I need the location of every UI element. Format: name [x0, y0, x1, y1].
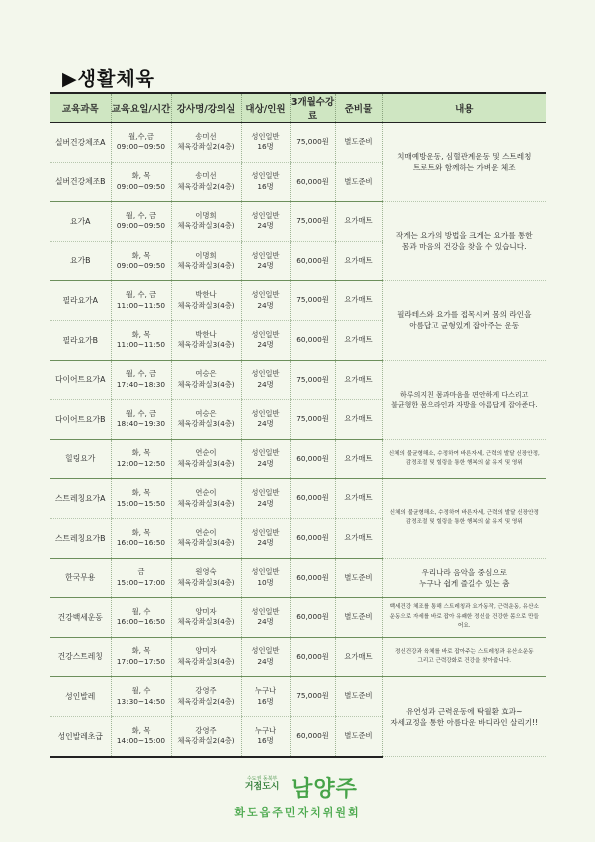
- teacher-cell: [171, 162, 241, 202]
- course-name: 실버건강체조B: [54, 177, 106, 187]
- footer-logo: [0, 772, 595, 822]
- target-group: 성인일반: [251, 448, 280, 458]
- schedule-cell: [111, 677, 171, 717]
- class-days: 화, 목: [131, 448, 151, 458]
- prep-cell: [335, 281, 382, 321]
- target-cell: [241, 400, 290, 440]
- room-name: 체육강좌실3(4층): [177, 340, 235, 350]
- capacity: 24명: [257, 419, 274, 429]
- teacher-cell: [171, 241, 241, 281]
- prep-item: 요가매트: [344, 216, 373, 226]
- header-target: 대상/인원: [241, 93, 290, 123]
- fee-cell: [290, 479, 335, 519]
- header-fee: 3개월수강료: [290, 93, 335, 123]
- target-cell: [241, 558, 290, 598]
- class-time: 11:00~11:50: [116, 300, 166, 310]
- description-line: 하루의지친 몸과마음을 편안하게 다스리고: [400, 390, 529, 399]
- header-schedule: 교육요일/시간: [111, 93, 171, 123]
- target-group: 성인일반: [251, 210, 280, 220]
- target-group: 성인일반: [251, 488, 280, 498]
- capacity: 24명: [257, 617, 274, 627]
- schedule-table: [50, 92, 546, 758]
- fee-cell: [290, 241, 335, 281]
- class-days: 화, 목: [131, 725, 151, 735]
- room-name: 체육강좌실3(4층): [177, 459, 235, 469]
- header-row: [50, 93, 546, 123]
- class-time: 11:00~11:50: [116, 340, 166, 350]
- room-name: 체육강좌실3(4층): [177, 617, 235, 627]
- teacher-name: 강영주: [195, 686, 217, 696]
- description-line: 자세교정을 통한 아름다운 바디라인 살리기!!: [390, 717, 539, 727]
- teacher-cell: [171, 677, 241, 717]
- course-name: 성인발레초급: [57, 731, 103, 741]
- course-cell: [50, 281, 111, 321]
- prep-cell: [335, 518, 382, 558]
- description-cell: [382, 479, 546, 558]
- schedule-cell: [111, 241, 171, 281]
- description-line: 아름답고 균형있게 잡아주는 운동: [409, 321, 520, 331]
- description-cell: [382, 558, 546, 598]
- room-name: 체육강좌실3(4층): [177, 657, 235, 667]
- teacher-name: 강영주: [195, 725, 217, 735]
- fee-cell: [290, 123, 335, 163]
- course-cell: [50, 637, 111, 677]
- description-line: 그리고 근력강화로 건강을 찾아줍니다.: [417, 658, 512, 665]
- teacher-cell: [171, 281, 241, 321]
- class-days: 화, 목: [131, 171, 151, 181]
- description-cell: [382, 677, 546, 757]
- teacher-name: 연순이: [195, 448, 217, 458]
- description-line: 신체의 불균형해소, 수정하여 바른자세, 근력의 발달 신장안정,: [388, 450, 540, 457]
- description-line: 몸과 마음의 건강을 찾을 수 있습니다.: [401, 242, 527, 252]
- teacher-cell: [171, 400, 241, 440]
- capacity: 16명: [257, 696, 274, 706]
- fee-cell: [290, 637, 335, 677]
- fee-value: 60,000원: [296, 176, 329, 186]
- class-time: 18:40~19:30: [116, 419, 166, 429]
- course-name: 다이어트요가A: [54, 375, 106, 385]
- prep-cell: [335, 439, 382, 479]
- schedule-cell: [111, 518, 171, 558]
- prep-cell: [335, 400, 382, 440]
- description-line: 누구나 쉽게 즐길수 있는 춤: [419, 578, 510, 588]
- table-row: [50, 479, 546, 519]
- target-cell: [241, 320, 290, 360]
- room-name: 체육강좌실2(4층): [177, 736, 235, 746]
- description-line: 우리나라 음악을 중심으로: [421, 567, 508, 577]
- description-line: 백세건강 체조를 통해 스트레칭과 요가동작, 근력운동, 유산소: [389, 604, 539, 611]
- capacity: 10명: [257, 577, 274, 587]
- target-cell: [241, 123, 290, 163]
- room-name: 체육강좌실3(4층): [177, 577, 235, 587]
- course-name: 요가A: [70, 216, 91, 226]
- target-group: 성인일반: [251, 527, 280, 537]
- course-cell: [50, 479, 111, 519]
- target-cell: [241, 677, 290, 717]
- room-name: 체육강좌실2(4층): [177, 181, 235, 191]
- schedule-cell: [111, 637, 171, 677]
- teacher-cell: [171, 320, 241, 360]
- fee-cell: [290, 518, 335, 558]
- class-days: 월,수,금: [128, 131, 154, 141]
- fee-value: 75,000원: [296, 137, 329, 146]
- course-cell: [50, 202, 111, 242]
- target-cell: [241, 518, 290, 558]
- schedule-cell: [111, 123, 171, 163]
- description-line: 작게는 요가의 방법을 크게는 요가를 통한: [395, 231, 533, 241]
- fee-value: 60,000원: [296, 651, 329, 661]
- room-name: 체육강좌실3(4층): [177, 300, 235, 310]
- room-name: 체육강좌실3(4층): [177, 261, 235, 271]
- target-group: 성인일반: [251, 408, 280, 418]
- teacher-name: 송미선: [195, 171, 217, 181]
- fee-value: 60,000원: [296, 493, 329, 503]
- target-cell: [241, 281, 290, 321]
- fee-value: 75,000원: [296, 691, 329, 701]
- description-line: 운동으로 자세를 바로 잡아 유쾌한 정신을 건강한 몸으로 만들어요.: [389, 613, 539, 630]
- class-days: 화, 목: [131, 646, 151, 656]
- logo-tagline2: 거점도시: [244, 781, 280, 792]
- prep-item: 별도준비: [344, 572, 373, 582]
- teacher-cell: [171, 637, 241, 677]
- course-name: 실버건강체조A: [54, 137, 106, 147]
- class-time: 16:00~16:50: [116, 617, 166, 627]
- teacher-cell: [171, 360, 241, 400]
- fee-value: 75,000원: [296, 414, 329, 424]
- class-time: 09:00~09:50: [116, 261, 166, 271]
- table-row: [50, 637, 546, 677]
- course-cell: [50, 162, 111, 202]
- teacher-cell: [171, 439, 241, 479]
- teacher-name: 원영숙: [195, 567, 217, 577]
- prep-item: 별도준비: [344, 691, 373, 701]
- fee-value: 60,000원: [296, 453, 329, 463]
- target-group: 누구나: [254, 686, 277, 696]
- prep-item: 별도준비: [344, 176, 373, 186]
- schedule-cell: [111, 202, 171, 242]
- schedule-cell: [111, 360, 171, 400]
- schedule-cell: [111, 479, 171, 519]
- class-time: 17:40~18:30: [116, 379, 166, 389]
- target-group: 성인일반: [251, 131, 280, 141]
- capacity: 16명: [257, 181, 274, 191]
- capacity: 24명: [257, 340, 274, 350]
- course-cell: [50, 716, 111, 756]
- course-name: 스트레칭요가B: [54, 533, 106, 543]
- description-line: 정신건강과 육체를 바로 잡아주는 스트레칭과 유산소운동: [394, 648, 534, 655]
- class-days: 화, 목: [131, 527, 151, 537]
- teacher-name: 박한나: [195, 290, 217, 300]
- prep-item: 요가매트: [344, 493, 373, 503]
- capacity: 24명: [257, 459, 274, 469]
- class-time: 16:00~16:50: [116, 538, 166, 548]
- teacher-name: 여승은: [195, 408, 217, 418]
- course-cell: [50, 360, 111, 400]
- description-cell: [382, 202, 546, 281]
- target-group: 성인일반: [251, 606, 280, 616]
- prep-cell: [335, 479, 382, 519]
- table-row: [50, 281, 546, 321]
- prep-item: 요가매트: [344, 532, 373, 542]
- room-name: 체육강좌실3(4층): [177, 498, 235, 508]
- prep-cell: [335, 677, 382, 717]
- course-name: 다이어트요가B: [54, 414, 106, 424]
- section-title: ▶생활체육: [62, 68, 156, 90]
- description-line: 치매예방운동, 심혈관계운동 및 스트레칭: [397, 152, 532, 162]
- table-row: [50, 598, 546, 638]
- fee-value: 60,000원: [296, 572, 329, 582]
- schedule-cell: [111, 320, 171, 360]
- schedule-cell: [111, 162, 171, 202]
- schedule-cell: [111, 400, 171, 440]
- course-name: 건강백세운동: [57, 612, 103, 622]
- course-cell: [50, 400, 111, 440]
- target-cell: [241, 598, 290, 638]
- fee-cell: [290, 716, 335, 756]
- fee-value: 60,000원: [296, 612, 329, 622]
- teacher-name: 박한나: [195, 329, 217, 339]
- teacher-cell: [171, 518, 241, 558]
- target-group: 성인일반: [251, 250, 280, 260]
- fee-value: 75,000원: [296, 216, 329, 226]
- description-cell: [382, 360, 546, 439]
- target-group: 성인일반: [251, 329, 280, 339]
- committee-name: 화도읍주민자치위원회: [234, 806, 361, 819]
- course-name: 필라요가A: [62, 296, 98, 306]
- course-cell: [50, 558, 111, 598]
- capacity: 16명: [257, 142, 274, 152]
- class-time: 12:00~12:50: [116, 459, 166, 469]
- prep-item: 요가매트: [344, 414, 373, 424]
- prep-item: 요가매트: [344, 453, 373, 463]
- capacity: 24명: [257, 657, 274, 667]
- teacher-name: 이명희: [195, 210, 217, 220]
- class-time: 15:00~17:00: [116, 577, 166, 587]
- class-days: 화, 목: [131, 250, 151, 260]
- fee-cell: [290, 400, 335, 440]
- target-cell: [241, 241, 290, 281]
- description-cell: [382, 281, 546, 360]
- fee-value: 75,000원: [296, 295, 329, 305]
- schedule-cell: [111, 598, 171, 638]
- room-name: 체육강좌실3(4층): [177, 221, 235, 231]
- description-line: 트로트와 함께하는 가벼운 체조: [412, 163, 516, 173]
- prep-item: 별도준비: [344, 137, 373, 146]
- fee-value: 75,000원: [296, 374, 329, 384]
- logo-tagline: 수도권 동북부: [246, 775, 278, 782]
- fee-cell: [290, 281, 335, 321]
- course-name: 힐링요가: [65, 454, 96, 464]
- class-days: 화, 목: [131, 329, 151, 339]
- teacher-cell: [171, 202, 241, 242]
- logo-city: 남양주: [291, 777, 358, 802]
- course-name: 요가B: [70, 256, 91, 266]
- target-cell: [241, 637, 290, 677]
- fee-cell: [290, 677, 335, 717]
- target-group: 성인일반: [251, 290, 280, 300]
- table-row: [50, 123, 546, 163]
- target-group: 성인일반: [251, 369, 280, 379]
- teacher-name: 양미자: [195, 606, 217, 616]
- fee-cell: [290, 360, 335, 400]
- table-row: [50, 558, 546, 598]
- capacity: 24명: [257, 261, 274, 271]
- prep-cell: [335, 162, 382, 202]
- table-row: [50, 360, 546, 400]
- description-cell: [382, 123, 546, 202]
- target-cell: [241, 716, 290, 756]
- teacher-cell: [171, 123, 241, 163]
- prep-item: 요가매트: [344, 255, 373, 265]
- teacher-name: 양미자: [195, 646, 217, 656]
- prep-cell: [335, 716, 382, 756]
- room-name: 체육강좌실2(4층): [177, 696, 235, 706]
- course-cell: [50, 123, 111, 163]
- fee-cell: [290, 558, 335, 598]
- schedule-cell: [111, 439, 171, 479]
- prep-item: 요가매트: [344, 374, 373, 384]
- teacher-cell: [171, 716, 241, 756]
- capacity: 24명: [257, 221, 274, 231]
- class-time: 13:30~14:50: [116, 696, 166, 706]
- header-content: 내용: [382, 93, 546, 123]
- description-line: 필라테스와 요가를 접목시켜 몸의 라인을: [397, 310, 532, 320]
- prep-cell: [335, 360, 382, 400]
- capacity: 24명: [257, 300, 274, 310]
- prep-cell: [335, 320, 382, 360]
- fee-value: 60,000원: [296, 255, 329, 265]
- capacity: 24명: [257, 498, 274, 508]
- prep-item: 별도준비: [344, 612, 373, 622]
- fee-value: 60,000원: [296, 730, 329, 740]
- description-line: 신체의 불균형해소, 수정하여 바른자세, 근력의 발달 신장안정: [389, 509, 539, 516]
- prep-cell: [335, 598, 382, 638]
- room-name: 체육강좌실3(4층): [177, 538, 235, 548]
- header-teacher: 강사명/강의실: [171, 93, 241, 123]
- description-line: 불균형한 몸으라인과 자방을 아름답게 잡아준다.: [391, 400, 538, 409]
- target-group: 성인일반: [251, 646, 280, 656]
- target-group: 성인일반: [251, 171, 280, 181]
- class-time: 09:00~09:50: [116, 221, 166, 231]
- class-time: 09:00~09:50: [116, 181, 166, 191]
- capacity: 24명: [257, 538, 274, 548]
- class-time: 17:00~17:50: [116, 657, 166, 667]
- prep-cell: [335, 202, 382, 242]
- target-group: 성인일반: [251, 567, 280, 577]
- target-cell: [241, 360, 290, 400]
- prep-item: 별도준비: [344, 730, 373, 740]
- course-name: 스트레칭요가A: [54, 493, 106, 503]
- description-line: 감정조절 및 힐링을 통한 행복의 삶 유지 및 영위: [405, 460, 523, 467]
- capacity: 24명: [257, 379, 274, 389]
- description-cell: [382, 637, 546, 677]
- course-cell: [50, 677, 111, 717]
- teacher-name: 송미선: [195, 131, 217, 141]
- schedule-cell: [111, 558, 171, 598]
- room-name: 체육강좌실3(4층): [177, 419, 235, 429]
- fee-cell: [290, 439, 335, 479]
- prep-cell: [335, 123, 382, 163]
- course-name: 한국무용: [65, 573, 96, 583]
- class-days: 월, 수, 금: [125, 408, 157, 418]
- teacher-cell: [171, 558, 241, 598]
- fee-cell: [290, 162, 335, 202]
- room-name: 체육강좌실2(4층): [177, 142, 235, 152]
- prep-cell: [335, 558, 382, 598]
- target-cell: [241, 439, 290, 479]
- course-name: 필라요가B: [62, 335, 98, 345]
- fee-value: 60,000원: [296, 334, 329, 344]
- class-days: 월, 수, 금: [125, 290, 157, 300]
- teacher-name: 여승은: [195, 369, 217, 379]
- teacher-name: 연순이: [195, 527, 217, 537]
- description-line: 감정조절 및 힐링을 통한 행복의 삶 유지 및 영위: [405, 519, 523, 526]
- header-course: 교육과목: [50, 93, 111, 123]
- prep-cell: [335, 241, 382, 281]
- description-cell: [382, 598, 546, 638]
- teacher-name: 연순이: [195, 488, 217, 498]
- course-cell: [50, 439, 111, 479]
- description-line: 유연성과 근력운동에 탁월환 효과~: [406, 706, 523, 716]
- target-group: 누구나: [254, 725, 277, 735]
- class-time: 09:00~09:50: [116, 142, 166, 152]
- target-cell: [241, 162, 290, 202]
- schedule-cell: [111, 716, 171, 756]
- table-row: [50, 202, 546, 242]
- course-cell: [50, 320, 111, 360]
- header-prep: 준비물: [335, 93, 382, 123]
- capacity: 16명: [257, 736, 274, 746]
- class-days: 월, 수, 금: [125, 210, 157, 220]
- description-cell: [382, 439, 546, 479]
- class-time: 15:00~15:50: [116, 498, 166, 508]
- logo-emblem: [237, 776, 287, 800]
- table-row: [50, 439, 546, 479]
- prep-item: 요가매트: [344, 651, 373, 661]
- class-time: 14:00~15:00: [116, 736, 166, 746]
- class-days: 월, 수: [131, 686, 151, 696]
- teacher-cell: [171, 598, 241, 638]
- course-cell: [50, 518, 111, 558]
- prep-item: 요가매트: [344, 334, 373, 344]
- fee-cell: [290, 598, 335, 638]
- fee-cell: [290, 320, 335, 360]
- table-row: [50, 677, 546, 717]
- teacher-cell: [171, 479, 241, 519]
- class-days: 금: [137, 567, 145, 577]
- prep-item: 요가매트: [344, 295, 373, 305]
- course-name: 성인발레: [65, 691, 96, 701]
- course-cell: [50, 241, 111, 281]
- class-days: 화, 목: [131, 488, 151, 498]
- fee-value: 60,000원: [296, 532, 329, 542]
- schedule-cell: [111, 281, 171, 321]
- room-name: 체육강좌실3(4층): [177, 379, 235, 389]
- class-days: 월, 수, 금: [125, 369, 157, 379]
- target-cell: [241, 479, 290, 519]
- target-cell: [241, 202, 290, 242]
- class-days: 월, 수: [131, 606, 151, 616]
- fee-cell: [290, 202, 335, 242]
- teacher-name: 이명희: [195, 250, 217, 260]
- prep-cell: [335, 637, 382, 677]
- course-cell: [50, 598, 111, 638]
- course-name: 건강스트레칭: [57, 652, 103, 662]
